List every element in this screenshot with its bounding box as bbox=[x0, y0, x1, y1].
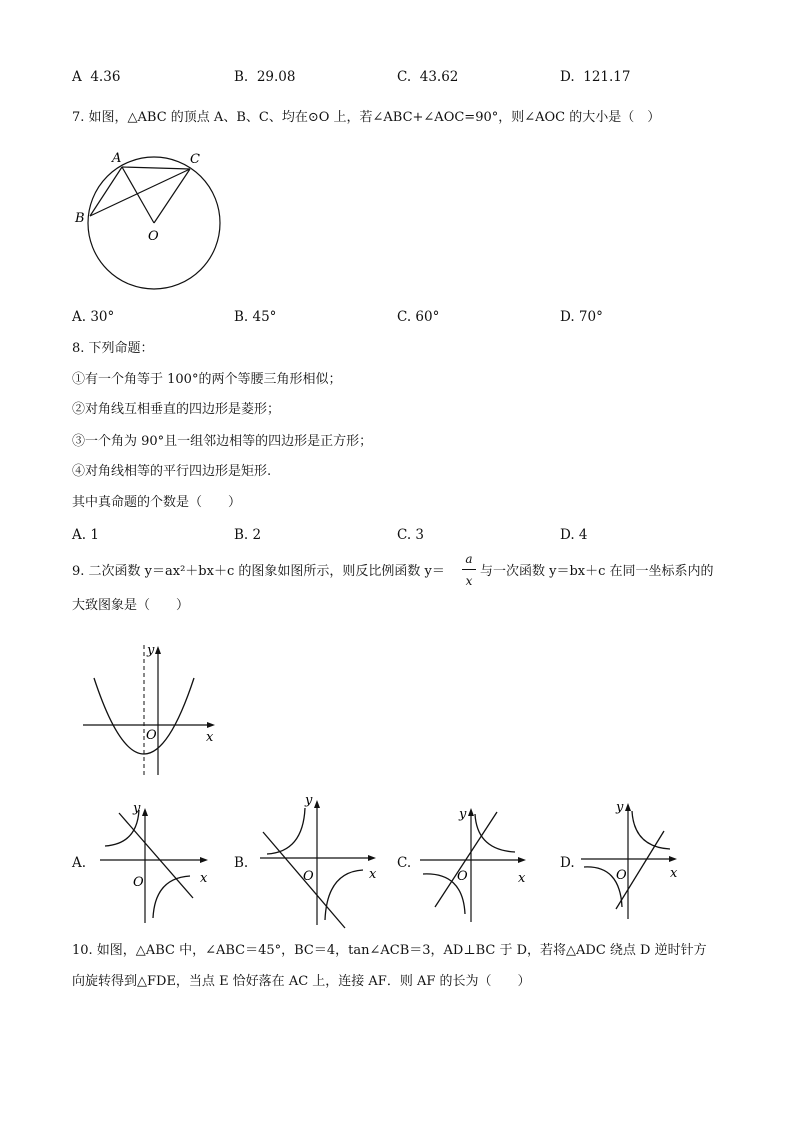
q6-option-a-letter: A bbox=[72, 69, 82, 85]
q9-option-b-graph bbox=[255, 790, 385, 930]
q10-line1: 10. 如图，△ABC 中，∠ABC＝45°，BC＝4，tan∠ACB＝3，AD⊥BC 于 D，若将△ADC 绕点 D 逆时针方 bbox=[72, 943, 707, 958]
q9-a-o-label: O bbox=[133, 875, 144, 890]
q7-label-c: C bbox=[190, 152, 200, 167]
q9-fig-x-label: x bbox=[206, 730, 214, 745]
q8-question: 其中真命题的个数是（ ） bbox=[72, 495, 242, 510]
q6-option-c bbox=[397, 69, 458, 85]
q9-c-x-label: x bbox=[518, 871, 526, 886]
q8-option-c: C. 3 bbox=[397, 527, 425, 543]
q6-option-b-letter: B. bbox=[234, 69, 249, 85]
q9-d-y-label: y bbox=[616, 800, 624, 815]
q9-c-y-label: y bbox=[459, 807, 467, 822]
q8-item-3: ③一个角为 90°且一组邻边相等的四边形是正方形； bbox=[72, 434, 373, 449]
q8-item-2: ②对角线互相垂直的四边形是菱形； bbox=[72, 402, 281, 417]
q6-option-d-text: 121.17 bbox=[583, 69, 631, 85]
q6-option-c-text: 43.62 bbox=[419, 69, 459, 85]
q6-option-d bbox=[560, 69, 630, 85]
q8-option-b: B. 2 bbox=[234, 527, 262, 543]
q9-stem-part2: 与一次函数 y＝bx＋c 在同一坐标系内的 bbox=[480, 564, 714, 579]
q9-d-o-label: O bbox=[616, 868, 627, 883]
q9-option-b-letter: B. bbox=[234, 855, 249, 871]
q6-option-a bbox=[72, 69, 120, 85]
q9-option-d-graph bbox=[578, 797, 688, 927]
q7-label-b: B bbox=[75, 211, 85, 226]
q7-option-c: C. 60° bbox=[397, 309, 440, 325]
q9-b-y-label: y bbox=[305, 793, 313, 808]
q9-b-o-label: O bbox=[303, 869, 314, 884]
q9-c-o-label: O bbox=[457, 869, 468, 884]
q9-parabola-figure bbox=[80, 640, 220, 780]
q6-option-d-letter: D. bbox=[560, 69, 575, 85]
q6-option-b bbox=[234, 69, 295, 85]
q10-line2: 向旋转得到△FDE，当点 E 恰好落在 AC 上，连接 AF．则 AF 的长为（ ） bbox=[72, 974, 531, 989]
q9-option-c-letter: C. bbox=[397, 855, 412, 871]
q9-b-x-label: x bbox=[369, 867, 377, 882]
q7-stem: 7. 如图，△ABC 的顶点 A、B、C、均在⊙O 上，若∠ABC+∠AOC=90°，则∠AOC 的大小是（ ） bbox=[72, 110, 661, 125]
q7-option-b: B. 45° bbox=[234, 309, 277, 325]
q8-option-d: D. 4 bbox=[560, 527, 588, 543]
q9-a-y-label: y bbox=[133, 801, 141, 816]
q6-option-c-letter: C. bbox=[397, 69, 412, 85]
q9-fig-y-label: y bbox=[147, 643, 155, 658]
q9-d-x-label: x bbox=[670, 866, 678, 881]
q8-option-a: A. 1 bbox=[72, 527, 99, 543]
q6-option-a-text: 4.36 bbox=[90, 69, 121, 85]
q9-option-c-graph bbox=[415, 802, 535, 932]
q9-stem-line2: 大致图象是（ ） bbox=[72, 598, 190, 613]
q7-option-a: A. 30° bbox=[72, 309, 115, 325]
q8-stem: 8. 下列命题： bbox=[72, 341, 154, 356]
q7-label-a: A bbox=[112, 151, 122, 166]
q8-item-4: ④对角线相等的平行四边形是矩形. bbox=[72, 464, 272, 479]
q9-frac-numerator: a bbox=[465, 552, 473, 566]
q9-stem-part1: 9. 二次函数 y＝ax²＋bx＋c 的图象如图所示，则反比例函数 y＝ bbox=[72, 564, 445, 579]
q9-option-d-letter: D. bbox=[560, 855, 575, 871]
q7-label-o: O bbox=[148, 229, 159, 244]
q7-option-d: D. 70° bbox=[560, 309, 603, 325]
q9-option-a-letter: A. bbox=[72, 855, 87, 871]
q9-frac-denominator: x bbox=[465, 574, 473, 588]
q9-a-x-label: x bbox=[200, 871, 208, 886]
q7-circle-figure bbox=[70, 148, 230, 298]
q6-option-b-text: 29.08 bbox=[256, 69, 296, 85]
q8-item-1: ①有一个角等于 100°的两个等腰三角形相似； bbox=[72, 372, 342, 387]
q9-frac-bar bbox=[462, 569, 476, 570]
q9-fig-o-label: O bbox=[146, 728, 157, 743]
q9-option-a-graph bbox=[95, 798, 215, 928]
